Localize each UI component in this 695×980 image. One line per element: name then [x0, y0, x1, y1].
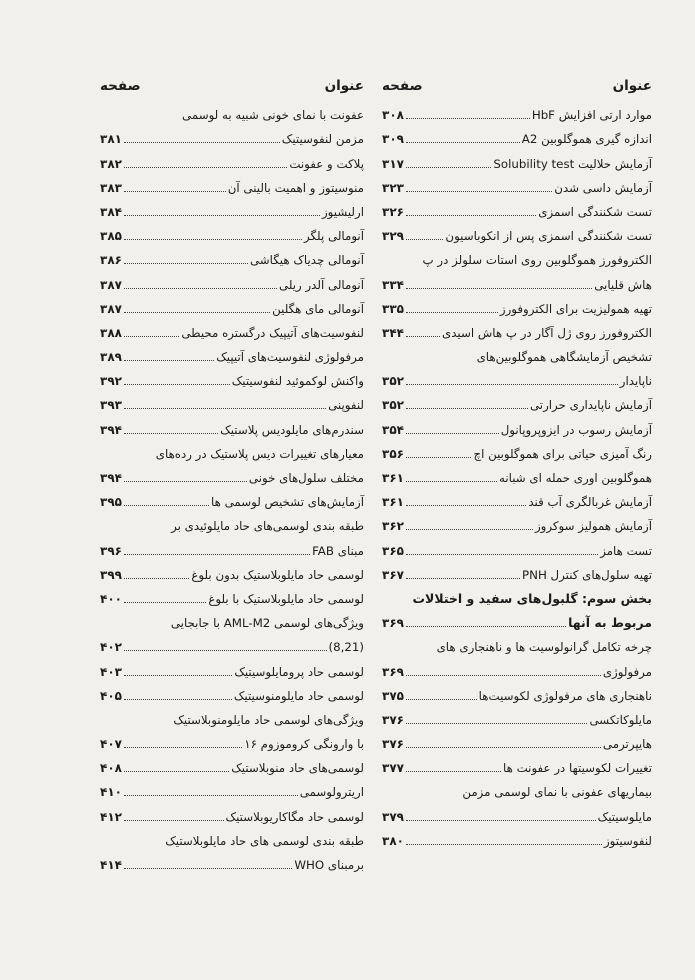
dot-leader — [124, 191, 226, 192]
entry-page-number: ۳۸۸ — [100, 325, 122, 340]
entry-title: تهیه سلول‌های کنترل PNH — [522, 567, 652, 582]
entry-page-number: ۳۷۷ — [382, 761, 404, 776]
entry-title: آزمایش غربالگری آب قند — [528, 495, 652, 510]
entry-title: مربوط به آنها — [568, 615, 652, 631]
entry-page-number: ۳۶۹ — [382, 616, 404, 631]
dot-leader — [124, 747, 242, 748]
entry-page-number: ۳۷۶ — [382, 737, 404, 752]
entry-page-number: ۴۰۵ — [100, 688, 122, 703]
entry-page-number: ۴۰۰ — [100, 591, 122, 606]
entry-page-number: ۳۵۶ — [382, 446, 404, 461]
dot-leader — [124, 505, 209, 506]
entry-page-number: ۳۱۷ — [382, 156, 404, 171]
entry-title: طبقه بندی لوسمی های حاد مایلوبلاستیک — [165, 833, 364, 848]
toc-entry — [100, 775, 364, 799]
toc-rows — [100, 98, 364, 872]
entry-title: رنگ آمیزی حیاتی برای هموگلوبین اچ — [473, 446, 652, 461]
entry-title: ویژگی‌های لوسمی AML-M2 با جابجایی — [170, 616, 364, 631]
header-page: صفحه — [100, 78, 141, 94]
entry-page-number: ۴۰۲ — [100, 640, 122, 655]
entry-title: تهیه همولیزیت برای الکتروفورز — [499, 301, 652, 316]
entry-title: هاش قلیایی — [594, 277, 652, 292]
entry-title: اندازه گیری هموگلوبین A2 — [521, 132, 652, 147]
dot-leader — [124, 699, 232, 700]
entry-title: سندرم‌های مایلودیس پلاستیک — [220, 422, 364, 437]
entry-title: منوسیتوز و اهمیت بالینی آن — [227, 180, 364, 195]
toc-entry — [382, 98, 652, 122]
entry-page-number: ۳۲۹ — [382, 229, 404, 244]
entry-page-number: ۳۵۲ — [382, 374, 404, 389]
toc-entry — [382, 485, 652, 509]
entry-page-number: ۴۰۸ — [100, 761, 122, 776]
dot-leader — [406, 747, 601, 748]
entry-title: ناپایدار — [619, 374, 652, 389]
dot-leader — [406, 215, 536, 216]
entry-title: بیماریهای عفونی با نمای لوسمی مزمن — [462, 785, 652, 800]
entry-page-number: ۳۸۳ — [100, 180, 122, 195]
dot-leader — [124, 675, 232, 676]
entry-title: لوسمی حاد مایلوبلاستیک با بلوغ — [208, 591, 364, 606]
toc-entry — [382, 219, 652, 243]
toc-entry — [382, 679, 652, 703]
dot-leader — [124, 578, 189, 579]
dot-leader — [406, 239, 443, 240]
entry-title: لنفوپنی — [328, 398, 364, 413]
header-page: صفحه — [382, 78, 423, 94]
toc-entry — [382, 558, 652, 582]
toc-entry — [382, 243, 652, 267]
dot-leader — [406, 118, 530, 119]
entry-page-number: ۳۹۴ — [100, 422, 122, 437]
entry-title: هایپرترمی — [602, 737, 652, 752]
dot-leader — [124, 868, 292, 869]
entry-page-number: ۳۸۹ — [100, 350, 122, 365]
entry-title: آزمایش رسوب در ایزوپروپانول — [500, 422, 652, 437]
dot-leader — [406, 191, 552, 192]
entry-page-number: ۳۶۵ — [382, 543, 404, 558]
dot-leader — [406, 142, 520, 143]
toc-entry — [100, 243, 364, 267]
toc-entry — [100, 412, 364, 436]
toc-entry — [100, 606, 364, 630]
dot-leader — [406, 312, 498, 313]
toc-entry — [100, 630, 364, 654]
toc-entry — [382, 461, 652, 485]
toc-entry — [100, 727, 364, 751]
entry-title: ویژگی‌های لوسمی حاد مایلومنوبلاستیک — [173, 712, 364, 727]
entry-title: (8,21) — [328, 640, 364, 655]
dot-leader — [124, 481, 247, 482]
entry-page-number: ۳۹۲ — [100, 374, 122, 389]
entry-page-number: ۳۸۶ — [100, 253, 122, 268]
entry-page-number: ۳۷۵ — [382, 688, 404, 703]
toc-entry — [382, 316, 652, 340]
dot-leader — [124, 650, 327, 651]
entry-page-number: ۳۷۹ — [382, 809, 404, 824]
toc-entry — [100, 461, 364, 485]
dot-leader — [406, 675, 601, 676]
entry-title: مایلوسیتیک — [597, 809, 652, 824]
dot-leader — [406, 554, 598, 555]
toc-entry — [100, 654, 364, 678]
toc-entry — [100, 316, 364, 340]
entry-title: تغییرات لکوسیتها در عفونت ها — [503, 761, 652, 776]
dot-leader — [406, 336, 440, 337]
toc-entry — [382, 388, 652, 412]
entry-title: اریترولوسمی — [299, 785, 364, 800]
dot-leader — [406, 820, 596, 821]
toc-entry — [100, 509, 364, 533]
entry-title: مزمن لنفوسیتیک — [281, 132, 364, 147]
toc-entry — [382, 751, 652, 775]
entry-page-number: ۴۱۰ — [100, 785, 122, 800]
dot-leader — [124, 239, 302, 240]
entry-page-number: ۳۸۵ — [100, 229, 122, 244]
toc-entry — [100, 98, 364, 122]
toc-entry — [382, 292, 652, 316]
entry-title: هموگلوبین اوری حمله ای شبانه — [499, 471, 652, 485]
entry-title: آزمایش همولیز سوکروز — [534, 519, 652, 534]
entry-title: طبقه بندی لوسمی‌های حاد مایلوئیدی بر — [171, 519, 364, 534]
entry-title: با وارونگی کروموزوم ۱۶ — [244, 737, 364, 752]
entry-title: لوسمی حاد مگاکاریوبلاستیک — [225, 809, 364, 824]
toc-column-left — [100, 72, 364, 872]
entry-page-number: ۳۰۸ — [382, 108, 404, 123]
toc-entry — [382, 364, 652, 388]
toc-entry — [382, 146, 652, 170]
entry-title: آزمایش ناپایداری حرارتی — [529, 398, 652, 413]
entry-title: عفونت با نمای خونی شبیه به لوسمی — [182, 108, 364, 123]
entry-title: آنومالی آلدر ریلی — [279, 277, 364, 292]
toc-entry — [382, 606, 652, 630]
toc-rows — [382, 98, 652, 848]
dot-leader — [124, 384, 230, 385]
dot-leader — [406, 529, 533, 530]
toc-entry — [382, 727, 652, 751]
entry-page-number: ۳۹۹ — [100, 567, 122, 582]
entry-title: ارلیشیوز — [321, 204, 364, 219]
entry-title: تشخیص آزمایشگاهی هموگلوبین‌های — [476, 350, 652, 365]
entry-title: آنومالی مای هگلین — [272, 301, 364, 316]
entry-title: الکتروفورز هموگلوبین روی استات سلولز در پ — [422, 253, 652, 268]
toc-entry — [100, 703, 364, 727]
entry-page-number: ۳۶۱ — [382, 471, 404, 485]
toc-entry — [382, 122, 652, 146]
dot-leader — [124, 408, 326, 409]
entry-page-number: ۳۵۴ — [382, 422, 404, 437]
entry-title: ناهنجاری های مرفولوژی لکوسیت‌ها — [478, 688, 652, 703]
dot-leader — [406, 505, 526, 506]
entry-title: مرفولوژی لنفوسیت‌های آتیپیک — [216, 350, 364, 365]
entry-title: لنفوسیت‌های آتیپیک درگستره محیطی — [181, 325, 364, 340]
entry-title: تست شکنندگی اسمزی پس از انکوباسیون — [445, 229, 652, 244]
toc-entry — [382, 195, 652, 219]
entry-title: لوسمی‌های حاد منوبلاستیک — [231, 761, 364, 776]
entry-page-number: ۳۲۳ — [382, 180, 404, 195]
entry-title: مبنای FAB — [312, 543, 364, 558]
entry-title: مرفولوژی — [602, 664, 652, 679]
dot-leader — [124, 795, 298, 796]
toc-entry — [382, 799, 652, 823]
toc-entry — [382, 171, 652, 195]
entry-title: مایلوکاتکسی — [589, 712, 652, 727]
dot-leader — [124, 142, 280, 143]
dot-leader — [124, 602, 206, 603]
toc-entry — [382, 340, 652, 364]
dot-leader — [124, 360, 214, 361]
dot-leader — [124, 288, 277, 289]
toc-entry — [100, 195, 364, 219]
entry-title: معیارهای تغییرات دیس پلاستیک در رده‌های — [155, 446, 364, 461]
toc-entry — [100, 848, 364, 872]
toc-entry — [382, 703, 652, 727]
entry-title: پلاکت و عفونت — [289, 156, 364, 171]
entry-title: الکتروفورز روی ژل آگار در پ هاش اسیدی — [441, 325, 652, 340]
entry-page-number: ۳۹۴ — [100, 471, 122, 485]
entry-page-number: ۳۶۱ — [382, 495, 404, 510]
dot-leader — [124, 312, 270, 313]
toc-entry — [100, 679, 364, 703]
toc-entry — [382, 775, 652, 799]
entry-title: آزمایش‌های تشخیص لوسمی ها — [211, 495, 364, 510]
toc-entry — [100, 122, 364, 146]
entry-title: مختلف سلول‌های خونی — [248, 471, 364, 485]
entry-page-number: ۳۶۹ — [382, 664, 404, 679]
entry-title: لوسمی حاد پرومایلوسیتیک — [234, 664, 364, 679]
toc-entry — [100, 558, 364, 582]
toc-entry — [100, 437, 364, 461]
toc-entry — [382, 630, 652, 654]
toc-entry — [100, 485, 364, 509]
dot-leader — [406, 699, 477, 700]
entry-page-number: ۳۸۰ — [382, 833, 404, 848]
toc-entry — [100, 171, 364, 195]
toc-entry — [382, 509, 652, 533]
dot-leader — [406, 771, 501, 772]
toc-entry — [100, 219, 364, 243]
dot-leader — [124, 167, 287, 168]
dot-leader — [124, 215, 320, 216]
entry-title: آنومالی پلگر — [304, 229, 364, 244]
dot-leader — [406, 167, 491, 168]
entry-page-number: ۴۱۴ — [100, 858, 122, 872]
toc-entry — [382, 824, 652, 848]
toc-entry — [100, 146, 364, 170]
header-title: عنوان — [612, 78, 652, 94]
entry-page-number: ۳۸۲ — [100, 156, 122, 171]
entry-title: موارد ارتی افزایش HbF — [531, 108, 652, 123]
entry-title: چرخه تکامل گرانولوسیت ها و ناهنجاری های — [436, 640, 652, 655]
dot-leader — [124, 433, 218, 434]
column-header — [382, 72, 652, 94]
toc-entry — [100, 582, 364, 606]
toc-entry — [382, 437, 652, 461]
toc-entry — [382, 533, 652, 557]
entry-page-number: ۴۱۲ — [100, 809, 122, 824]
entry-page-number: ۴۰۳ — [100, 664, 122, 679]
dot-leader — [406, 288, 592, 289]
entry-title: آزمایش داسی شدن — [554, 180, 652, 195]
entry-page-number: ۳۷۶ — [382, 712, 404, 727]
dot-leader — [406, 481, 497, 482]
entry-title: آنومالی چدیاک هیگاشی — [249, 253, 364, 268]
dot-leader — [124, 263, 248, 264]
dot-leader — [406, 433, 499, 434]
entry-page-number: ۳۸۴ — [100, 204, 122, 219]
toc-entry — [382, 654, 652, 678]
entry-page-number: ۳۸۷ — [100, 301, 122, 316]
entry-page-number: ۴۰۷ — [100, 737, 122, 752]
toc-entry — [100, 292, 364, 316]
entry-page-number: ۳۹۶ — [100, 543, 122, 558]
dot-leader — [406, 844, 602, 845]
toc-entry — [100, 533, 364, 557]
dot-leader — [406, 626, 566, 627]
entry-page-number: ۳۹۵ — [100, 495, 122, 510]
toc-entry — [100, 364, 364, 388]
entry-title: لوسمی حاد مایلوبلاستیک بدون بلوغ — [191, 567, 364, 582]
entry-page-number: ۳۸۱ — [100, 132, 122, 147]
dot-leader — [406, 457, 471, 458]
entry-title: واکنش لوکموئید لنفوسیتیک — [231, 374, 364, 389]
dot-leader — [124, 336, 179, 337]
dot-leader — [406, 408, 528, 409]
entry-page-number: ۳۴۴ — [382, 325, 404, 340]
entry-page-number: ۳۵۲ — [382, 398, 404, 413]
dot-leader — [406, 723, 587, 724]
dot-leader — [124, 820, 224, 821]
toc-entry — [100, 388, 364, 412]
entry-page-number: ۳۶۷ — [382, 567, 404, 582]
toc-entry — [100, 799, 364, 823]
toc-entry — [382, 582, 652, 606]
toc-entry — [100, 267, 364, 291]
entry-page-number: ۳۲۶ — [382, 204, 404, 219]
toc-column-right — [382, 72, 652, 848]
entry-title: آزمایش حلالیت Solubility test — [493, 156, 652, 171]
toc-entry — [382, 412, 652, 436]
header-title: عنوان — [324, 78, 364, 94]
column-header — [100, 72, 364, 94]
entry-title: تست شکنندگی اسمزی — [538, 204, 652, 219]
entry-page-number: ۳۹۳ — [100, 398, 122, 413]
toc-entry — [100, 824, 364, 848]
entry-page-number: ۳۶۲ — [382, 519, 404, 534]
entry-title: تست هامز — [600, 543, 652, 558]
toc-entry — [100, 751, 364, 775]
toc-entry — [382, 267, 652, 291]
dot-leader — [406, 578, 520, 579]
toc-entry — [100, 340, 364, 364]
entry-page-number: ۳۳۵ — [382, 301, 404, 316]
entry-title: برمبنای WHO — [294, 858, 364, 872]
dot-leader — [124, 771, 229, 772]
entry-title: لوسمی حاد مایلومنوسیتیک — [233, 688, 364, 703]
dot-leader — [124, 554, 310, 555]
dot-leader — [406, 384, 618, 385]
entry-page-number: ۳۳۴ — [382, 277, 404, 292]
entry-title: بخش سوم: گلبول‌های سفید و اختلالات — [412, 590, 652, 606]
entry-page-number: ۳۸۷ — [100, 277, 122, 292]
entry-title: لنفوسیتوز — [603, 833, 652, 848]
entry-page-number: ۳۰۹ — [382, 132, 404, 147]
